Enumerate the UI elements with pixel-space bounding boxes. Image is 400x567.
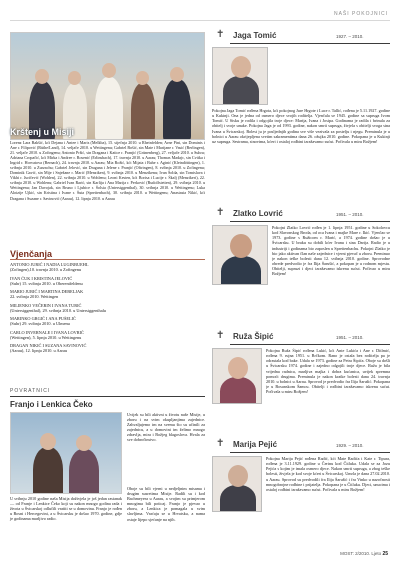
returnee-photo: [10, 412, 122, 494]
obituary-portrait: [212, 47, 268, 105]
wedding-details: (Untersiggenthal), 29. svibnja 2010. u Untersiggenthalu: [10, 307, 106, 313]
obituary-years: 1927. – 2010.: [336, 34, 364, 39]
returnee-text-continued: Oboje su bili vjerni u nedjeljnim misama i drugim susretima Misije. Radili su i kod Bachmeyera u Aarau, a svojim su primjerom mnogima bili poticaj. Franjo je pjevao u zboru, a Lenkica je pomagala u svim slavljima. Vraćaju se u Hrvatsku, a nama ostaje lijepo sjećanje na njih.: [127, 486, 205, 522]
obituary-years: 1929. – 2010.: [336, 443, 364, 448]
obituary-divider: [230, 43, 390, 44]
wedding-details: (Aarau), 12. lipnja 2010. u Aarau: [10, 348, 68, 354]
wedding-names: ANTONIO JURIĆ I NADIA LUGINBUEHL: [10, 262, 89, 267]
obituary-portrait: [212, 456, 262, 512]
wedding-details: (Zofingen),10. travnja 2010. u Zofingenu: [10, 267, 81, 273]
obituary-text: Pokojna Marija Pejić rođena Radić, kći Mate Radića i Kate r. Tipura, rođena je 3.11.1929. godine u Čerinu kod Čitluka. Udala se za Jozu Pejića s kojim je imala osmero djece. Nakon smrti supruga, a zbog teške bolesti, živjela je kod svoje kćeri u Švicarskoj. Umrla je dana 27.02.2010. u Aarau. Sprovod su predvodili fra Ilija Šarušić i fra Vinko u nazočnosti mnogobrojne rodbine i prijatelja. Pokopana je u Čitluku. Djeci, unucima i ostaloj rodbini izražavamo sućut. Počivala u miru Božjem!: [266, 456, 390, 492]
obituary-name: Jaga Tomić: [233, 31, 277, 40]
weddings-title: Vjenčanja: [10, 249, 53, 259]
obituary-name: Marija Pejić: [233, 440, 278, 449]
caption-title: Krštenj u Misiji: [10, 127, 75, 137]
returnee-text-left: U svibnju 2010 godine naša Misija doživjela je još jedan rastanak — od Franje i Lenkice Čeko koji su nakon mnogo godina rada i života u Švicarskoj odlučili vratiti se u domovinu. Franjo je rođen u Bosni i Hercegovini, a u Švicarsku je došao 1970. godine, gdje je godinama marljivo radio.: [10, 496, 122, 522]
wedding-item: [10, 303, 205, 314]
cross-icon: ✝: [216, 207, 225, 218]
obituary-text: Pokojni Zlatko Lovrić rođen je 1. lipnja 1951. godine u Sokolovcu kod Slavonskog Broda, od oca Ivana i majke Mare r. Ikić. Vjenčao se 1973. godine s Ružicom r. Marić, a 1974. godine došao je u Švicarsku. U braku su dobili kćer Ivanu i sina Darija. Radio je u industriji i godinama bio zaposlen u Spreitenbachu. Pokojni Zlatko je bio jako aktivan član naše zajednice i vjerni pjevač u zboru. Preminuo je nakon teške bolesti dana 12. svibnja 2010. godine. Sprovodne obrede predvodio je fra Ilija Šarušić, a pokopan je u rodnom mjestu. Obitelji, supruzi i djeci izražavamo iskrenu sućut. Počivao u miru Božjem!: [272, 225, 390, 277]
returnee-title: Franjo i Lenkica Čeko: [10, 400, 93, 409]
page-footer: [340, 551, 388, 557]
publication-name: MOST: 2/2010. Ljeto: [340, 551, 382, 556]
wedding-details: 22. svibnja 2010. Wettingen: [10, 294, 59, 300]
returnee-text-right: Uvijek su bili aktivni u životu naše Misije, u zboru i na svim okupljanjima zajednice. Zahvaljujemo im na svemu što su učinili za zajednicu, a u domovini im želimo mnogo zdravlja, mira i Božjeg blagoslova. Hvala za sve dobročinstvo.: [127, 412, 205, 443]
cross-icon: ✝: [216, 330, 225, 341]
obituary-divider: [230, 221, 390, 222]
wedding-item: [10, 289, 205, 300]
returnee-band: POVRATNICI: [10, 388, 51, 394]
wedding-item: [10, 330, 205, 341]
wedding-names: MARINKO GRGIĆ I ANA PUŠELIĆ: [10, 316, 76, 321]
wedding-item: [10, 262, 205, 273]
wedding-names: IVAN ĆUK I KRISTINA JELOVIĆ: [10, 275, 73, 281]
wedding-names: DRAGAN NIKIĆ I SUZANA SAVINOVIĆ: [10, 343, 87, 348]
wedding-item: [10, 276, 205, 287]
wedding-item: [10, 343, 205, 354]
wedding-names: MILIENKO VEČERIN I IVANA TURIĆ: [10, 302, 82, 308]
obituary-years: 1951. – 2010.: [336, 212, 364, 217]
weddings-divider: [10, 259, 205, 260]
cross-icon: ✝: [216, 438, 225, 449]
wedding-details: (Wettingen), 5. lipnja 2010. u Wettingenu: [10, 334, 82, 340]
obituary-name: Zlatko Lovrić: [233, 209, 283, 218]
obituary-portrait: [212, 348, 262, 404]
wedding-names: MARIO JURIĆ I MARTINA DEBELJAK: [10, 289, 84, 294]
wedding-details: (Suhr) 15. svibnja 2010. u Oberentfeldenu: [10, 280, 83, 286]
baptism-list: Lorenz Lara Bakšić, kći Dejana i Antee i Maris (Melkba), 15. siječnja 2010. u Rheinfelden; Arne Pini, sin Dominis i Ane r. Filipović (Rüthe/Land), 14. veljače 2010. u Wettingenu; Gabriel Bošić, sin Mate i Marijane r. Vasić (Berlingen), 21. veljače 2010. u Zofingenu; Antonio Pršić, sin Dragana i Katice r. Pranjić (Grünenberg), 27. veljače 2010. u Suhru; Adriana Cropačić, kći Mirka i Andree r. Rosenić (Erlinsbach), 17. travnja 2010. u Aarau; Thomas Madajc, sin Cvitka i Ingrid r. Horvatova (Bernach), 24. travnja 2010. u Aarau; Mia Rožić, kći Mijata i Bahe r. Aginić (Kleindöttingen), 1. svibnja 2010. u Zurzachu; Gabriel Jelović, sin Dragana i Jelene r. Pranjić (Oftringen), 8. svibnja 2010. u Zofingenu; Dominik Gavić, sin Mije i Snježane r. Marić (Menziken), 9. svibnja 2010. u Menzikenu; Ivan Šolda, sin Tomislava i Vikhi r. Juričević (Wohlen), 22. svibnja 2010. u Wohlenu; Leoni Kesten, kći Borisa i Lucije r. Škalj (Menzikeri), 22. svibnja 2010. u Wohlenu; Gabriel Ivan Rarić, sin Karlija i Ana Marija r. Perković (Rudolfstetten), 29. svibnja 2010. u Wettingenu; Jan Davojak, sin Bruno i Ljubice r. Šolsia (Untersiggenthal), 30. svibnja 2010. u Wettingenu; Luka Aloizije Ujkić, sin Kristina i Ivane r. Šuta (Spreitenbach), 30. svibnja 2010. u Wettingenu; Anastasia Nikić, kći Dragana i Suzane r. Savinović (Aarau), 12. lipnja 2010. u Aarau: [10, 140, 205, 201]
top-divider: [10, 20, 390, 21]
obituary-years: 1951. – 2010.: [336, 335, 364, 340]
returnee-divider: [10, 396, 205, 397]
obituary-text: Pokojna Jaga Tomić rođena Hrgota, kći pokojnog Jure Hrgote i Luce r. Tallić, rođena je 5.11.1927. godine u Kukinji. Ona je jedna od osmero djece svojih roditelja. Vjenčala se 1945. godine sa supruga Ivom Tomić. U Sisku je rodila i odgojila troje djece: Marija, Ivana i Josipa. Godinama je radila i brinula za obitelj i svoje unuke. Pokojna Jaga je od 1993. godine, nakon smrti supruga, živjela s obitelji svoga sina Ivana u Švicarskoj. Bolest ju je posljednjih godina sve više vezivala za postelju i njegu. Preminula je u bolnici u Aarau okrijepljena svetim sakramentima dana 26. ožujka 2010. godine. Pokopana je u Kukinji uz supruga. Sestrama, sinovima, kćeri i ostaloj rodbini izražavamo sućut. Počivala u miru Božjem!: [212, 108, 390, 144]
section-label: NAŠI POKOJNICI: [333, 11, 388, 17]
obituary-divider: [230, 344, 390, 345]
cross-icon: ✝: [216, 29, 225, 40]
obituary-text: Pokojna Ruža Šipić rođena Lukić, kći Ante Lukića i Ane r. Ditlmić, rođena 9. rujna 1951. u Brčkom. Rano je ostala bez roditelja pa je odrastala kod bake. Udala se 1973. godine za Petra Šipića. Oboje su došli u Švicarsku 1974. godine i zajedno odgojili troje djece. Ruža je bila vrijedna radnica, marljiva majka i dobra kućanica, uvijek spremna pomoći drugima. Preminula je nakon kratke bolesti dana 24. travnja 2010. u bolnici u Aarau. Sprovod je predvodio fra Ilija Šarušić. Pokopana je u Bosanskom Šamcu. Obitelji i rodbini izražavamo iskrenu sućut. Počivala u miru Božjem!: [266, 348, 390, 395]
wedding-details: (Suhr) 29. svibnja 2010. u Ulmenu: [10, 321, 70, 327]
wedding-names: CARLO INVERNALE I IVANA LOVRIĆ: [10, 329, 84, 335]
page-number: 25: [382, 551, 388, 557]
baptism-photo: [10, 32, 205, 140]
weddings-list: [10, 262, 205, 354]
wedding-item: [10, 316, 205, 327]
obituary-name: Ruža Šipić: [233, 332, 274, 341]
obituary-portrait: [212, 225, 268, 285]
obituary-divider: [230, 452, 390, 453]
